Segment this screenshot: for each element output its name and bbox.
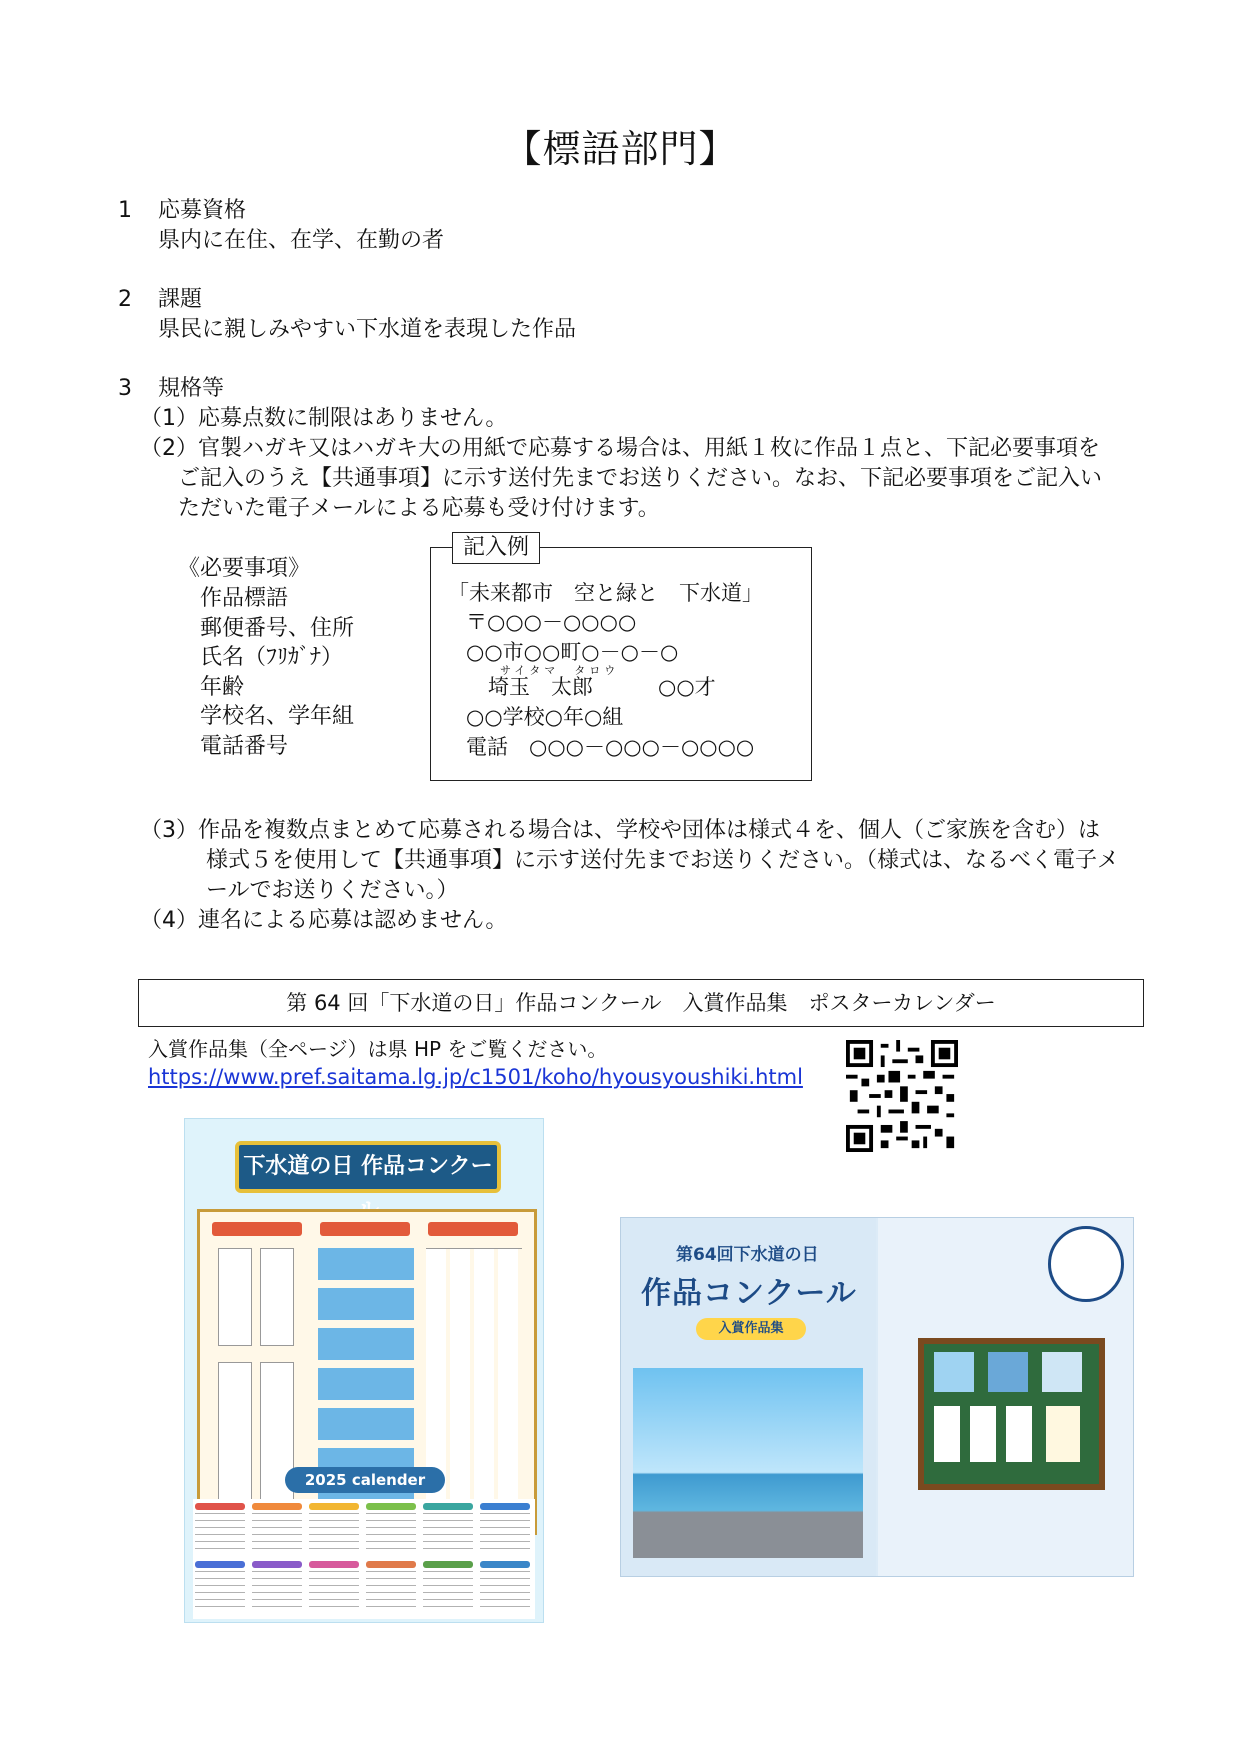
example-tag: 記入例 bbox=[452, 532, 540, 564]
month-header bbox=[195, 1503, 245, 1510]
required-item: 学校名、学年組 bbox=[200, 704, 355, 729]
booklet-title-large: 作品コンクール bbox=[641, 1276, 857, 1311]
poster-calendar-image bbox=[184, 1118, 544, 1623]
award-booklet-image bbox=[620, 1217, 1134, 1577]
booklet-title-small: 第64回下水道の日 bbox=[676, 1245, 819, 1265]
section-1-number: 1 bbox=[118, 198, 132, 223]
example-name: 埼玉 太郎 bbox=[488, 675, 593, 699]
example-address: ○○市○○町○－○－○ bbox=[466, 640, 679, 664]
required-item: 電話番号 bbox=[200, 734, 289, 759]
award-collection-banner: 第 64 回「下水道の日」作品コンクール 入賞作品集 ポスターカレンダー bbox=[138, 979, 1144, 1027]
required-heading: 《必要事項》 bbox=[178, 556, 311, 581]
rule-1: （1）応募点数に制限はありません。 bbox=[140, 406, 508, 431]
qr-code-icon bbox=[846, 1040, 958, 1152]
section-1-heading: 応募資格 bbox=[158, 198, 247, 223]
example-name-ruby: サイタマ タロウ bbox=[500, 664, 620, 677]
booklet-subtitle: 入賞作品集 bbox=[696, 1318, 806, 1340]
rule-3-line-2: 様式５を使用して【共通事項】に示す送付先までお送りください。（様式は、なるべく電子メ bbox=[206, 848, 1120, 873]
example-school: ○○学校○年○組 bbox=[466, 705, 624, 729]
example-postal: 〒○○○－○○○○ bbox=[466, 610, 637, 634]
rule-3-line-1: （3）作品を複数点まとめて応募される場合は、学校や団体は様式４を、個人（ご家族を含む）は bbox=[140, 818, 1101, 843]
section-3-number: 3 bbox=[118, 376, 132, 401]
example-phone: 電話 ○○○－○○○－○○○○ bbox=[466, 735, 755, 759]
hp-link[interactable]: https://www.pref.saitama.lg.jp/c1501/koho/hyousyoushiki.html bbox=[148, 1065, 803, 1089]
example-age: ○○才 bbox=[658, 675, 716, 699]
poster-heading: 下水道の日 作品コンクー bbox=[235, 1141, 501, 1193]
booklet-cover-photo bbox=[633, 1368, 863, 1558]
rule-2-line-3: ただいた電子メールによる応募も受け付けます。 bbox=[178, 496, 660, 521]
rule-3-line-3: ールでお送りください。） bbox=[206, 878, 459, 903]
required-item: 年齢 bbox=[200, 675, 245, 700]
section-1-body: 県内に在住、在学、在勤の者 bbox=[158, 228, 445, 253]
rule-2-line-1: （2）官製ハガキ又はハガキ大の用紙で応募する場合は、用紙１枚に作品１点と、下記必要事項を bbox=[140, 436, 1101, 461]
booklet-cover bbox=[621, 1218, 876, 1576]
calendar-months bbox=[193, 1499, 535, 1619]
required-item: 郵便番号、住所 bbox=[200, 616, 355, 641]
section-2-number: 2 bbox=[118, 287, 132, 312]
example-slogan: 「未来都市 空と緑と 下水道」 bbox=[448, 581, 763, 605]
mascot-badge-icon bbox=[1048, 1226, 1124, 1302]
page-title: 【標語部門】 bbox=[503, 127, 738, 171]
hp-note: 入賞作品集（全ページ）は県 HP をご覧ください。 bbox=[148, 1037, 608, 1061]
rule-4: （4）連名による応募は認めません。 bbox=[140, 908, 508, 933]
section-3-heading: 規格等 bbox=[158, 376, 225, 401]
section-2-heading: 課題 bbox=[158, 287, 203, 312]
booklet-board bbox=[918, 1338, 1105, 1490]
calendar-title: 2025 calender bbox=[285, 1467, 445, 1493]
booklet-back bbox=[878, 1218, 1133, 1576]
rule-2-line-2: ご記入のうえ【共通事項】に示す送付先までお送りください。なお、下記必要事項をご記入い bbox=[178, 466, 1103, 491]
required-item: 氏名（ﾌﾘｶﾞﾅ） bbox=[200, 645, 344, 670]
required-item: 作品標語 bbox=[200, 586, 289, 611]
section-2-body: 県民に親しみやすい下水道を表現した作品 bbox=[158, 317, 577, 342]
